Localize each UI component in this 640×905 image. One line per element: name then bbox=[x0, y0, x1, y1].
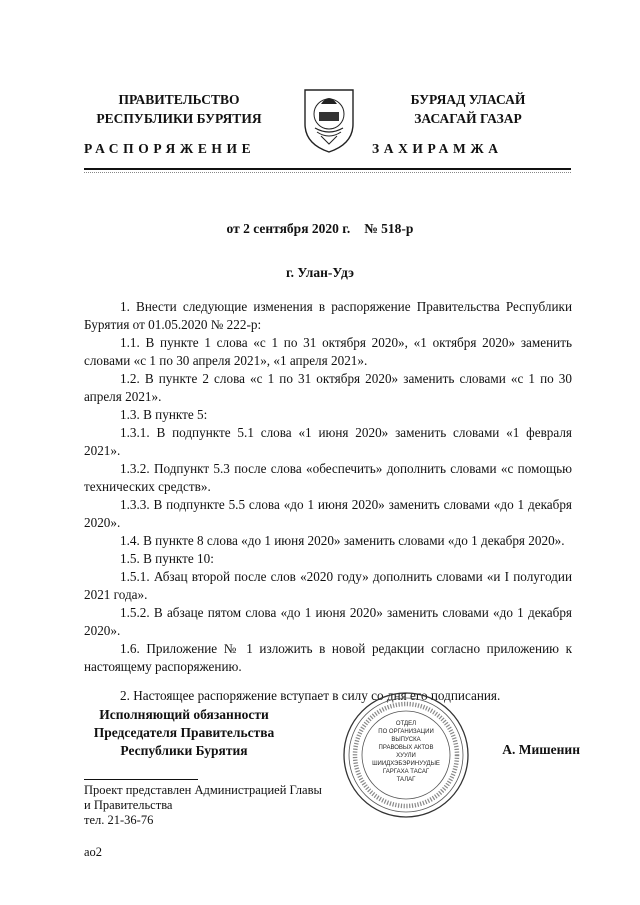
footer-rule bbox=[84, 779, 198, 780]
header-dotted-rule bbox=[84, 172, 571, 173]
stamp-line: ТАЛАГ bbox=[396, 777, 416, 783]
header-right-line1: БУРЯАД УЛАСАЙ bbox=[410, 92, 526, 107]
paragraph: 1.3.1. В подпункте 5.1 слова «1 июня 2020» заменить словами «1 февраля 2021». bbox=[84, 425, 572, 458]
paragraph: 1. Внести следующие изменения в распоряжение Правительства Республики Бурятия от 01.05.2020 № 222-р: bbox=[84, 299, 572, 332]
paragraph: 1.2. В пункте 2 слова «с 1 по 31 октября 2020» заменить словами «с 1 по 30 апреля 2021». bbox=[84, 371, 572, 404]
stamp-line: ШИИДХЭБЭРИНУУДЫЕ bbox=[372, 761, 440, 767]
stamp-line: ХУУЛИ bbox=[396, 753, 416, 759]
signatory-title-line3: Республики Бурятия bbox=[120, 743, 248, 758]
document-date-number bbox=[0, 221, 640, 237]
document-code: ао2 bbox=[84, 845, 103, 859]
stamp-line: ПО ОРГАНИЗАЦИИ bbox=[378, 729, 434, 735]
document-city: г. Улан-Удэ bbox=[286, 265, 354, 280]
order-title-bur: ЗАХИРАМЖА bbox=[372, 141, 503, 156]
header-left-line1: ПРАВИТЕЛЬСТВО bbox=[118, 92, 240, 107]
paragraph: 1.4. В пункте 8 слова «до 1 июня 2020» заменить словами «до 1 декабря 2020». bbox=[120, 533, 565, 548]
stamp-line: ВЫПУСКА bbox=[391, 737, 421, 743]
stamp-line: ПРАВОВЫХ АКТОВ bbox=[378, 745, 434, 751]
official-stamp bbox=[341, 690, 471, 820]
paragraph: 1.1. В пункте 1 слова «с 1 по 31 октября 2020», «1 октября 2020» заменить словами «с 1 по 30 апреля 2021», «1 апреля 2021». bbox=[84, 335, 572, 368]
footer-line2: и Правительства bbox=[84, 798, 173, 812]
paragraph: 1.5.1. Абзац второй после слов «2020 году» дополнить словами «и I полугодии 2021 года». bbox=[84, 569, 572, 602]
paragraph: 1.5. В пункте 10: bbox=[120, 551, 214, 566]
signatory-title-line2: Председателя Правительства bbox=[93, 725, 275, 740]
signatory-name: А. Мишенин bbox=[502, 742, 580, 757]
stamp-line: ОТДЕЛ bbox=[395, 721, 417, 727]
paragraph: 2. Настоящее распоряжение вступает в силу со дня его подписания. bbox=[120, 688, 501, 703]
paragraph: 1.3.2. Подпункт 5.3 после слова «обеспечить» дополнить словами «с помощью технических средств». bbox=[84, 461, 572, 494]
paragraph: 1.3.3. В подпункте 5.5 слова «до 1 июня 2020» заменить словами «до 1 декабря 2020». bbox=[84, 497, 572, 530]
stamp-line: ГАРГАХА ТАСАГ bbox=[382, 769, 430, 775]
document-number: № 518-р bbox=[364, 221, 414, 236]
signatory-title bbox=[80, 706, 288, 760]
header-right-line2: ЗАСАГАЙ ГАЗАР bbox=[414, 111, 522, 126]
header-left-line2: РЕСПУБЛИКИ БУРЯТИЯ bbox=[96, 111, 262, 126]
footer-phone: тел. 21-36-76 bbox=[84, 813, 154, 827]
header-left bbox=[74, 90, 284, 128]
signatory-title-line1: Исполняющий обязанности bbox=[99, 707, 269, 722]
order-title-ru: РАСПОРЯЖЕНИЕ bbox=[84, 141, 256, 156]
paragraph: 1.6. Приложение № 1 изложить в новой редакции согласно приложению к настоящему распоряжению. bbox=[84, 641, 572, 674]
coat-of-arms-emblem bbox=[299, 84, 359, 154]
document-body bbox=[84, 298, 572, 705]
document-date: от 2 сентября 2020 г. bbox=[226, 221, 351, 236]
paragraph: 1.3. В пункте 5: bbox=[120, 407, 208, 422]
paragraph: 1.5.2. В абзаце пятом слова «до 1 июня 2020» заменить словами «до 1 декабря 2020». bbox=[84, 605, 572, 638]
header-rule bbox=[84, 168, 571, 170]
footer-line1: Проект представлен Администрацией Главы bbox=[84, 783, 322, 797]
footer-note bbox=[84, 783, 344, 828]
header-right bbox=[368, 90, 568, 128]
